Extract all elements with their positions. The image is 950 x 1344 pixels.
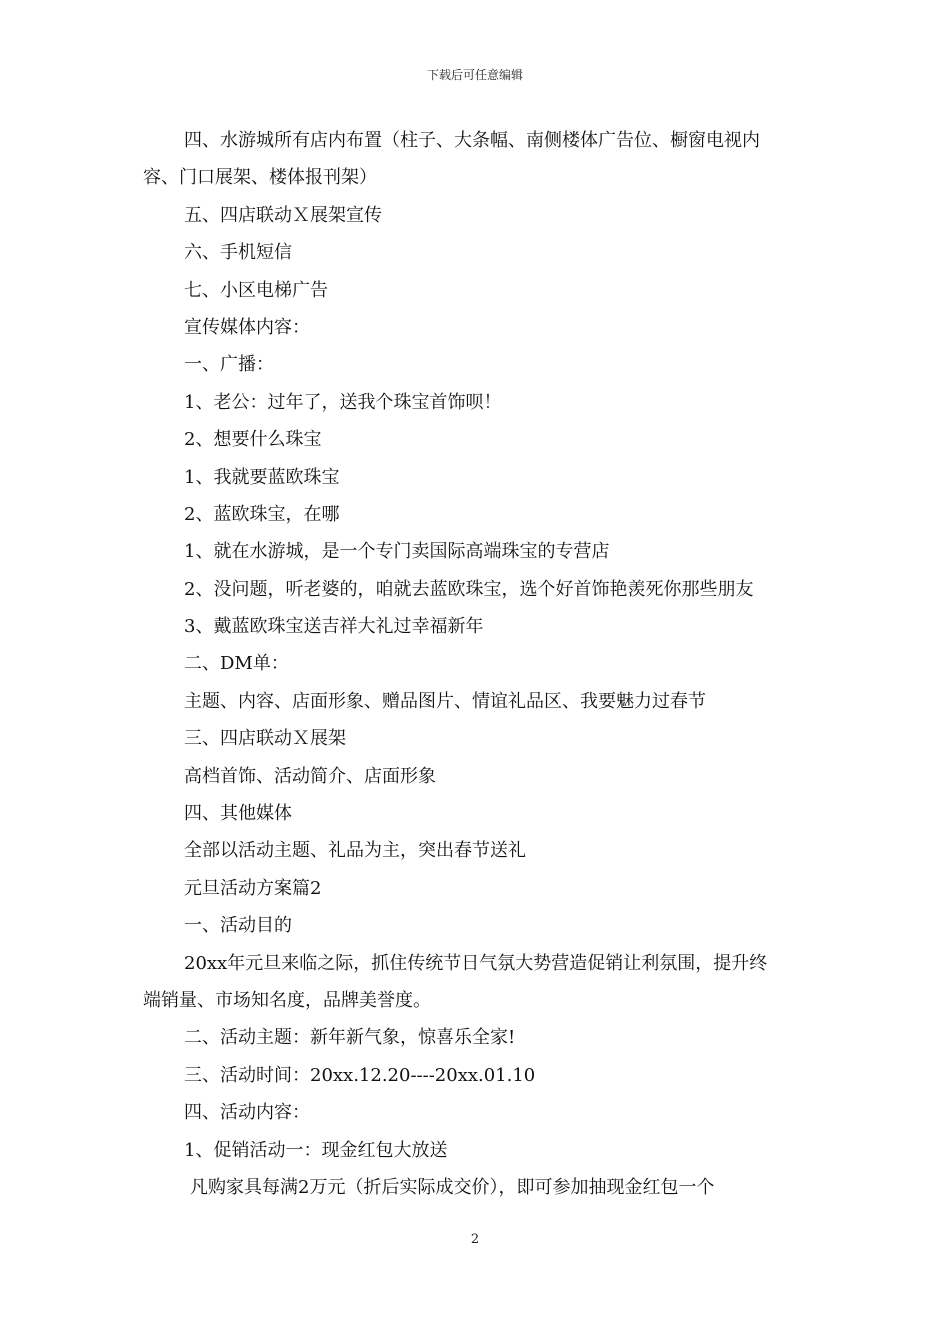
- document-body: [143, 122, 813, 1206]
- paragraph-line: 2、没问题，听老婆的，咱就去蓝欧珠宝，选个好首饰艳羡死你那些朋友: [184, 578, 754, 600]
- paragraph-line: 一、广播：: [184, 354, 274, 376]
- section-title: 元旦活动方案篇2: [184, 877, 322, 899]
- paragraph-line: 高档首饰、活动简介、店面形象: [184, 765, 436, 787]
- paragraph-line: 六、手机短信: [184, 242, 292, 264]
- paragraph-line: 宣传媒体内容：: [184, 316, 310, 338]
- page-header: 下载后可任意编辑: [426, 68, 523, 82]
- paragraph-line: 三、四店联动Ｘ展架: [184, 728, 346, 750]
- paragraph-line: 四、其他媒体: [184, 803, 292, 825]
- paragraph-line: 二、活动主题：新年新气象，惊喜乐全家!: [184, 1027, 516, 1049]
- paragraph-line: 四、水游城所有店内布置（柱子、大条幅、南侧楼体广告位、橱窗电视内: [184, 130, 760, 151]
- paragraph-line: 一、活动目的: [184, 915, 292, 937]
- page-number: 2: [470, 1232, 480, 1247]
- paragraph-line: 20xx年元旦来临之际，抓住传统节日气氛大势营造促销让利氛围，提升终: [184, 952, 768, 974]
- paragraph-line: 端销量、市场知名度，品牌美誉度。: [143, 989, 431, 1011]
- paragraph-line: 四、活动内容：: [184, 1102, 310, 1124]
- paragraph-line: 2、想要什么珠宝: [184, 429, 322, 451]
- paragraph-line: 全部以活动主题、礼品为主，突出春节送礼: [184, 840, 526, 862]
- paragraph-line: 二、DM单：: [184, 653, 289, 675]
- paragraph-line: 1、就在水游城，是一个专门卖国际高端珠宝的专营店: [184, 541, 610, 563]
- paragraph-line: 七、小区电梯广告: [184, 279, 328, 301]
- paragraph-line: 3、戴蓝欧珠宝送吉祥大礼过幸福新年: [184, 616, 484, 638]
- paragraph-line: 凡购家具每满2万元（折后实际成交价），即可参加抽现金红包一个: [190, 1176, 715, 1198]
- paragraph-line: 2、蓝欧珠宝，在哪: [184, 503, 340, 525]
- paragraph-line: 主题、内容、店面形象、赠品图片、情谊礼品区、我要魅力过春节: [184, 690, 706, 712]
- paragraph-line: 三、活动时间：20xx.12.20----20xx.01.10: [184, 1064, 536, 1086]
- paragraph-line: 1、老公：过年了，送我个珠宝首饰呗！: [184, 391, 502, 413]
- paragraph-line: 容、门口展架、楼体报刊架）: [143, 167, 377, 189]
- paragraph-line: 1、促销活动一：现金红包大放送: [184, 1139, 448, 1161]
- paragraph-line: 五、四店联动Ｘ展架宣传: [184, 204, 382, 226]
- paragraph-line: 1、我就要蓝欧珠宝: [184, 466, 340, 488]
